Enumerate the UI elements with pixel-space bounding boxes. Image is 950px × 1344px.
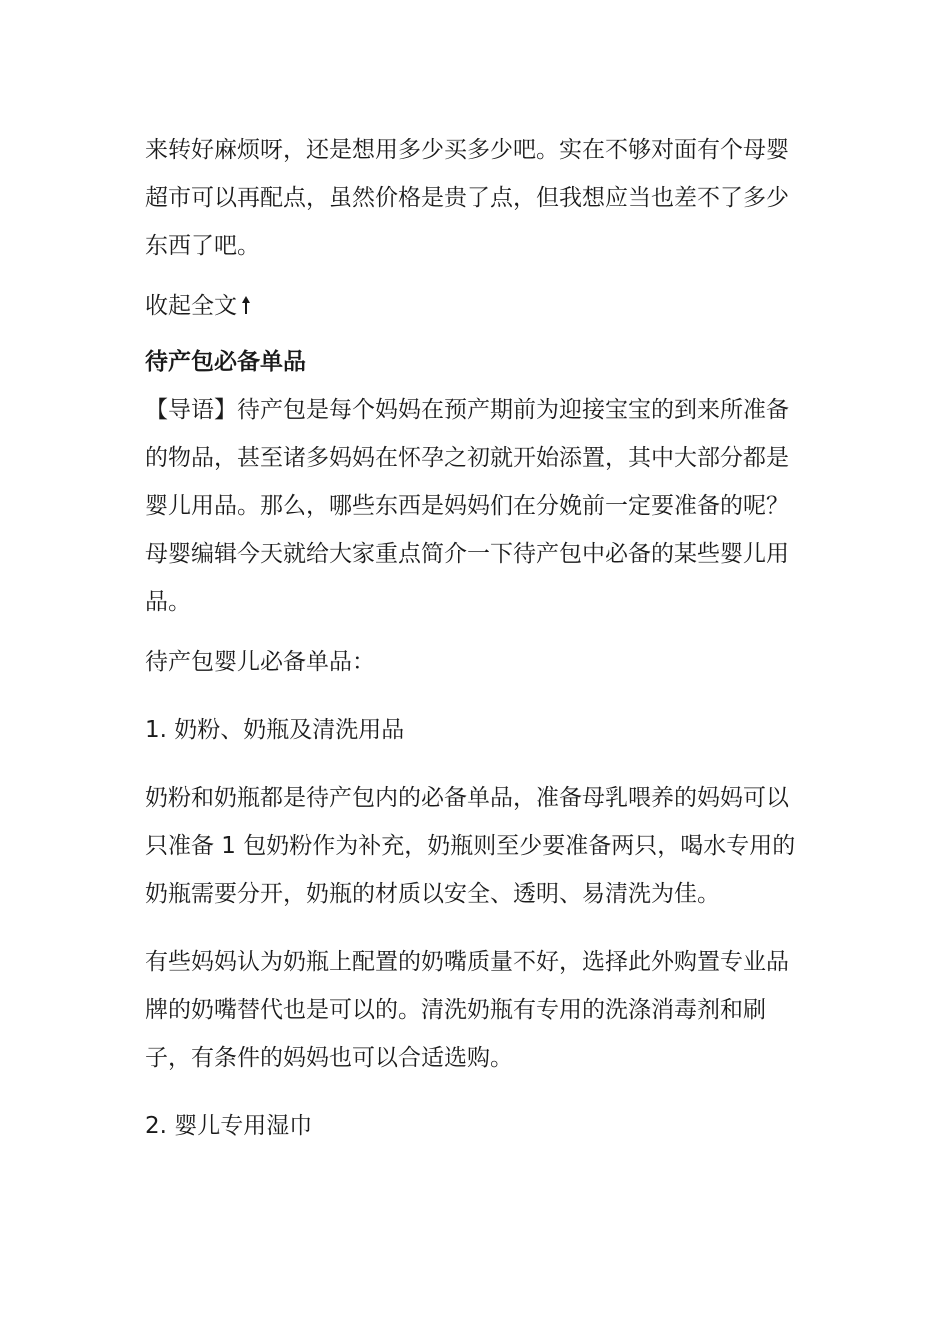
section-heading: 待产包必备单品 [145,349,306,375]
arrow-up-icon[interactable] [241,295,251,315]
list-intro: 待产包婴儿必备单品： [145,649,375,675]
collapse-label[interactable]: 收起全文 [145,293,237,319]
section1-paragraph-2: 有些妈妈认为奶瓶上配置的奶嘴质量不好，选择此外购置专业品牌的奶嘴替代也是可以的。清洗奶瓶有专用的洗涤消毒剂和刷子，有条件的妈妈也可以合适选购。 [145,949,789,1071]
lead-paragraph: 【导语】待产包是每个妈妈在预产期前为迎接宝宝的到来所准备的物品，甚至诸多妈妈在怀孕之初就开始添置，其中大部分都是婴儿用品。那么，哪些东西是妈妈们在分娩前一定要准备的呢？母婴编辑今天就给大家重点简介一下待产包中必备的某些婴儿用品。 [145,397,789,615]
document-page [145,126,805,1150]
collapse-text-link[interactable] [145,282,805,330]
section1-title: 1. 奶粉、奶瓶及清洗用品 [145,717,405,743]
intro-paragraph: 来转好麻烦呀，还是想用多少买多少吧。实在不够对面有个母婴超市可以再配点，虽然价格是贵了点，但我想应当也差不了多少东西了吧。 [145,137,789,259]
section1-paragraph-1: 奶粉和奶瓶都是待产包内的必备单品，准备母乳喂养的妈妈可以只准备 1 包奶粉作为补充，奶瓶则至少要准备两只，喝水专用的奶瓶需要分开，奶瓶的材质以安全、透明、易清洗为佳。 [145,785,796,907]
section2-title: 2. 婴儿专用湿巾 [145,1113,313,1139]
